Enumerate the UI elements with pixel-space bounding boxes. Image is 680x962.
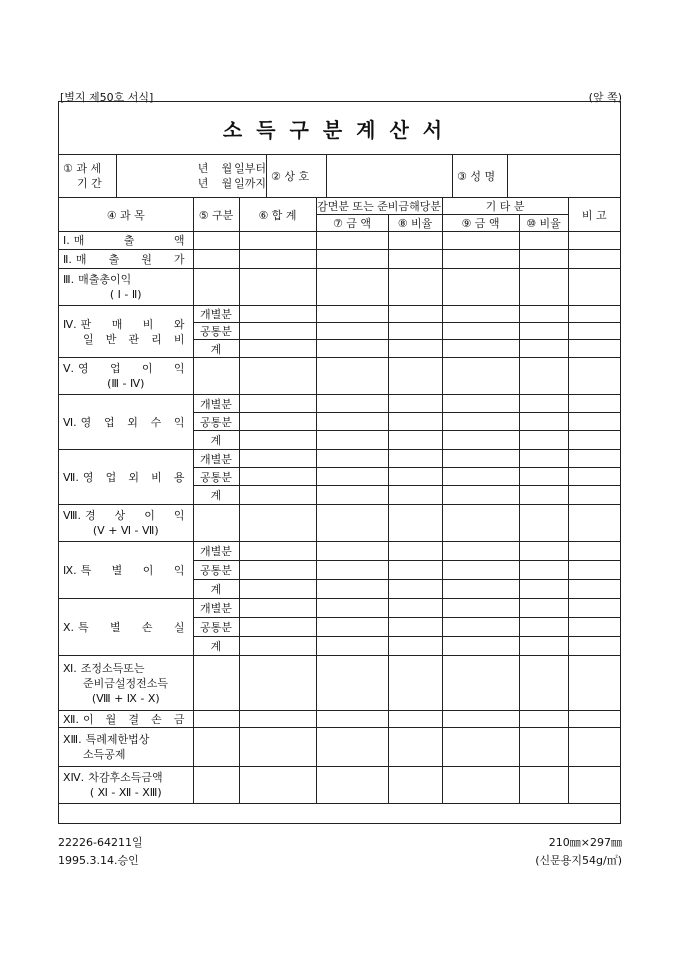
- cell-remark[interactable]: [568, 340, 620, 358]
- cell-remark[interactable]: [568, 767, 620, 804]
- table-row: [59, 395, 620, 413]
- cell-exempt-ratio[interactable]: [388, 656, 442, 711]
- cell-remark[interactable]: [568, 561, 620, 580]
- form-number-label: [별지 제50호 서식]: [60, 91, 154, 104]
- sub-category-sum: 계: [193, 486, 239, 505]
- approval-date: 1995.3.14.승인: [58, 854, 139, 867]
- cell-other-amount[interactable]: [442, 656, 519, 711]
- sub-category-individual: 개별분: [193, 450, 239, 468]
- cell-exempt-ratio[interactable]: [388, 711, 442, 728]
- cell-total[interactable]: [239, 486, 316, 505]
- representative-name-field[interactable]: [508, 155, 620, 197]
- sub-category-sum: 계: [193, 637, 239, 656]
- cell-total[interactable]: [239, 340, 316, 358]
- item-number: ⅩⅢ.: [63, 733, 82, 746]
- cell-exempt-amount[interactable]: [316, 395, 388, 413]
- cell-other-ratio[interactable]: [519, 711, 568, 728]
- cell-total[interactable]: [239, 599, 316, 618]
- cell-exempt-ratio[interactable]: [388, 306, 442, 323]
- table-row: [59, 450, 620, 468]
- cell-remark[interactable]: [568, 542, 620, 561]
- col-header-exempt-amount: ⑦ 금 액: [316, 215, 388, 232]
- day-from-label: 일부터: [234, 162, 266, 175]
- cell-total[interactable]: [239, 431, 316, 450]
- cell-exempt-ratio[interactable]: [388, 561, 442, 580]
- table-row: [59, 269, 620, 306]
- item-line: [63, 712, 193, 727]
- cell-other-ratio[interactable]: [519, 269, 568, 306]
- cell-other-ratio[interactable]: [519, 486, 568, 505]
- representative-name-label: ③ 성 명: [453, 155, 508, 197]
- cell-total[interactable]: [239, 656, 316, 711]
- item-label: [59, 767, 193, 804]
- cell-category[interactable]: [193, 505, 239, 542]
- cell-remark[interactable]: [568, 269, 620, 306]
- cell-other-ratio[interactable]: [519, 767, 568, 804]
- col-header-exempt-ratio: ⑧ 비율: [388, 215, 442, 232]
- item-text: 판 매 비 와: [80, 317, 185, 331]
- cell-other-amount[interactable]: [442, 618, 519, 637]
- sub-category-common: 공통분: [193, 618, 239, 637]
- cell-exempt-amount[interactable]: [316, 599, 388, 618]
- item-text: 매출총이익: [78, 273, 132, 286]
- sub-category-individual: 개별분: [193, 599, 239, 618]
- col-header-other-group: 기 타 분: [442, 198, 568, 215]
- item-text-2: 준비금설정전소득: [83, 676, 169, 690]
- cell-exempt-ratio[interactable]: [388, 431, 442, 450]
- year-from-label: 년: [197, 162, 209, 175]
- sub-category-common: 공통분: [193, 323, 239, 340]
- item-number: Ⅲ.: [63, 273, 75, 286]
- cell-exempt-ratio[interactable]: [388, 599, 442, 618]
- col-header-other-amount: ⑨ 금 액: [442, 215, 519, 232]
- cell-other-ratio[interactable]: [519, 618, 568, 637]
- cell-exempt-amount[interactable]: [316, 450, 388, 468]
- col-header-exempt-group: 감면분 또는 준비금해당분: [317, 200, 441, 213]
- table-row: [59, 542, 620, 561]
- cell-other-ratio[interactable]: [519, 250, 568, 269]
- item-formula: (Ⅷ + Ⅸ - Ⅹ): [91, 691, 160, 705]
- cell-remark[interactable]: [568, 306, 620, 323]
- cell-exempt-amount[interactable]: [316, 323, 388, 340]
- sub-category-individual: 개별분: [193, 542, 239, 561]
- item-number: Ⅻ.: [63, 712, 79, 726]
- footer-right: [535, 834, 622, 870]
- item-text: 영 업 외 비 용: [82, 470, 185, 484]
- cell-exempt-amount[interactable]: [316, 728, 388, 767]
- cell-remark[interactable]: [568, 711, 620, 728]
- cell-other-amount[interactable]: [442, 340, 519, 358]
- item-number: Ⅷ.: [63, 509, 81, 522]
- cell-exempt-amount[interactable]: [316, 561, 388, 580]
- item-formula: ( Ⅰ - Ⅱ): [109, 288, 142, 301]
- sub-category-common: 공통분: [193, 413, 239, 431]
- cell-other-ratio[interactable]: [519, 505, 568, 542]
- col-header-total: ⑥ 합 계: [239, 198, 316, 232]
- cell-total[interactable]: [239, 250, 316, 269]
- col-header-other-ratio: ⑩ 비율: [519, 215, 568, 232]
- cell-remark[interactable]: [568, 505, 620, 542]
- item-text: 매 출 액: [73, 234, 185, 247]
- sub-category-common: 공통분: [193, 561, 239, 580]
- cell-other-amount[interactable]: [442, 711, 519, 728]
- cell-total[interactable]: [239, 767, 316, 804]
- cell-other-ratio[interactable]: [519, 232, 568, 250]
- cell-exempt-amount[interactable]: [316, 232, 388, 250]
- item-label: [59, 395, 193, 450]
- cell-total[interactable]: [239, 561, 316, 580]
- company-name-label: ② 상 호: [267, 155, 327, 197]
- item-number: Ⅰ.: [63, 234, 70, 247]
- cell-other-amount[interactable]: [442, 767, 519, 804]
- cell-exempt-amount[interactable]: [316, 580, 388, 599]
- cell-exempt-amount[interactable]: [316, 618, 388, 637]
- cell-other-amount[interactable]: [442, 599, 519, 618]
- cell-total[interactable]: [239, 505, 316, 542]
- item-label: [59, 599, 193, 656]
- item-text: 특 별 손 실: [78, 620, 185, 634]
- tax-period-label-top: ① 과 세: [63, 162, 102, 175]
- item-formula: (Ⅴ + Ⅵ - Ⅶ): [92, 524, 159, 537]
- cell-category[interactable]: [193, 767, 239, 804]
- cell-total[interactable]: [239, 232, 316, 250]
- cell-category[interactable]: [193, 656, 239, 711]
- cell-exempt-ratio[interactable]: [388, 269, 442, 306]
- item-label: [59, 358, 193, 395]
- cell-other-ratio[interactable]: [519, 395, 568, 413]
- cell-remark[interactable]: [568, 232, 620, 250]
- item-formula: (Ⅲ - Ⅳ): [107, 377, 145, 390]
- page-side-label: (앞 쪽): [588, 91, 622, 104]
- cell-other-ratio[interactable]: [519, 656, 568, 711]
- table-row: [59, 711, 620, 728]
- paper-size: 210㎜×297㎜: [548, 836, 622, 849]
- cell-other-amount[interactable]: [442, 358, 519, 395]
- item-label: [59, 505, 193, 542]
- cell-other-ratio[interactable]: [519, 323, 568, 340]
- cell-category[interactable]: [193, 358, 239, 395]
- cell-exempt-ratio[interactable]: [388, 358, 442, 395]
- item-line: [63, 415, 193, 430]
- cell-exempt-amount[interactable]: [316, 413, 388, 431]
- cell-total[interactable]: [239, 637, 316, 656]
- cell-remark[interactable]: [568, 656, 620, 711]
- item-text: 영 업 외 수 익: [80, 415, 185, 429]
- cell-total[interactable]: [239, 468, 316, 486]
- cell-exempt-amount[interactable]: [316, 306, 388, 323]
- cell-exempt-ratio[interactable]: [388, 450, 442, 468]
- month-from-label: 월: [221, 162, 233, 175]
- footer-left: [58, 834, 143, 870]
- cell-other-amount[interactable]: [442, 269, 519, 306]
- form-title: 소득구분계산서: [59, 102, 620, 155]
- cell-remark[interactable]: [568, 413, 620, 431]
- item-text-2: 일 반 관 리 비: [83, 332, 185, 346]
- cell-exempt-amount[interactable]: [316, 358, 388, 395]
- cell-exempt-ratio[interactable]: [388, 468, 442, 486]
- cell-exempt-ratio[interactable]: [388, 340, 442, 358]
- cell-remark[interactable]: [568, 358, 620, 395]
- item-number: Ⅱ.: [63, 252, 72, 266]
- cell-total[interactable]: [239, 618, 316, 637]
- tax-period-label: [59, 155, 117, 197]
- cell-remark[interactable]: [568, 637, 620, 656]
- item-line: [63, 620, 193, 635]
- item-line: [63, 361, 193, 376]
- item-text: 차감후소득금액: [88, 771, 163, 784]
- cell-exempt-amount[interactable]: [316, 486, 388, 505]
- cell-other-amount[interactable]: [442, 413, 519, 431]
- item-text: 특례제한법상: [85, 733, 150, 746]
- cell-other-amount[interactable]: [442, 250, 519, 269]
- col-header-remark: 비 고: [568, 198, 620, 232]
- item-number: Ⅳ.: [63, 317, 77, 331]
- header-row-1: [59, 198, 620, 215]
- cell-other-amount[interactable]: [442, 561, 519, 580]
- cell-exempt-ratio[interactable]: [388, 395, 442, 413]
- cell-exempt-ratio[interactable]: [388, 250, 442, 269]
- month-to-label: 월: [221, 177, 233, 190]
- sub-category-common: 공통분: [193, 468, 239, 486]
- item-line: [63, 732, 193, 747]
- cell-exempt-amount[interactable]: [316, 767, 388, 804]
- cell-total[interactable]: [239, 395, 316, 413]
- cell-total[interactable]: [239, 542, 316, 561]
- cell-exempt-ratio[interactable]: [388, 232, 442, 250]
- cell-exempt-amount[interactable]: [316, 250, 388, 269]
- item-line: [63, 233, 193, 248]
- cell-remark[interactable]: [568, 580, 620, 599]
- item-label: [59, 728, 193, 767]
- item-text: 매 출 원 가: [75, 252, 185, 266]
- sub-category-sum: 계: [193, 580, 239, 599]
- cell-other-ratio[interactable]: [519, 637, 568, 656]
- item-text: 조정소득또는: [80, 661, 145, 675]
- cell-exempt-amount[interactable]: [316, 505, 388, 542]
- table-row: [59, 599, 620, 618]
- item-label: [59, 656, 193, 711]
- cell-exempt-amount[interactable]: [316, 340, 388, 358]
- cell-total[interactable]: [239, 728, 316, 767]
- form-frame: [58, 101, 621, 824]
- cell-other-amount[interactable]: [442, 580, 519, 599]
- item-number: ⅩⅣ.: [63, 771, 85, 784]
- period-row: [59, 155, 620, 198]
- col-header-category: ⑤ 구분: [193, 198, 239, 232]
- paper-spec: (신문용지54g/㎡): [535, 854, 622, 867]
- cell-other-amount[interactable]: [442, 323, 519, 340]
- cell-other-ratio[interactable]: [519, 561, 568, 580]
- table-row: [59, 358, 620, 395]
- cell-other-ratio[interactable]: [519, 413, 568, 431]
- item-number: Ⅶ.: [63, 470, 79, 484]
- cell-other-ratio[interactable]: [519, 728, 568, 767]
- table-row: [59, 728, 620, 767]
- item-text-2: 소득공제: [83, 748, 126, 761]
- tax-period-dates[interactable]: [117, 155, 267, 197]
- item-line: [63, 508, 193, 523]
- item-label: [59, 542, 193, 599]
- cell-other-amount[interactable]: [442, 395, 519, 413]
- table-row: [59, 505, 620, 542]
- table-row: [59, 250, 620, 269]
- cell-other-amount[interactable]: [442, 637, 519, 656]
- cell-category[interactable]: [193, 711, 239, 728]
- col-header-item: ④ 과 목: [59, 198, 193, 232]
- item-text: 이 월 결 손 금: [82, 712, 185, 726]
- item-number: Ⅹ.: [63, 620, 75, 634]
- cell-other-amount[interactable]: [442, 486, 519, 505]
- cell-other-ratio[interactable]: [519, 599, 568, 618]
- cell-exempt-amount[interactable]: [316, 542, 388, 561]
- item-label: [59, 232, 193, 250]
- cell-category[interactable]: [193, 269, 239, 306]
- company-name-field[interactable]: [327, 155, 453, 197]
- item-text: 특 별 이 익: [80, 563, 185, 577]
- cell-remark[interactable]: [568, 450, 620, 468]
- cell-total[interactable]: [239, 450, 316, 468]
- item-label: [59, 711, 193, 728]
- table-row: [59, 306, 620, 323]
- cell-exempt-ratio[interactable]: [388, 580, 442, 599]
- cell-exempt-ratio[interactable]: [388, 767, 442, 804]
- cell-other-ratio[interactable]: [519, 542, 568, 561]
- cell-exempt-ratio[interactable]: [388, 618, 442, 637]
- item-number: Ⅴ.: [63, 362, 75, 375]
- item-text: 영 업 이 익: [78, 362, 185, 375]
- table-row: [59, 767, 620, 804]
- cell-exempt-amount[interactable]: [316, 468, 388, 486]
- cell-other-ratio[interactable]: [519, 306, 568, 323]
- cell-total[interactable]: [239, 580, 316, 599]
- cell-exempt-amount[interactable]: [316, 656, 388, 711]
- cell-total[interactable]: [239, 306, 316, 323]
- item-number: Ⅵ.: [63, 415, 77, 429]
- sub-category-individual: 개별분: [193, 306, 239, 323]
- cell-exempt-ratio[interactable]: [388, 486, 442, 505]
- cell-exempt-amount[interactable]: [316, 637, 388, 656]
- cell-exempt-amount[interactable]: [316, 431, 388, 450]
- cell-other-amount[interactable]: [442, 542, 519, 561]
- form-code: 22226-64211일: [58, 836, 143, 849]
- cell-remark[interactable]: [568, 323, 620, 340]
- cell-remark[interactable]: [568, 618, 620, 637]
- cell-exempt-ratio[interactable]: [388, 413, 442, 431]
- item-label: [59, 269, 193, 306]
- table-row: [59, 656, 620, 711]
- cell-other-amount[interactable]: [442, 505, 519, 542]
- cell-total[interactable]: [239, 323, 316, 340]
- cell-remark[interactable]: [568, 395, 620, 413]
- cell-remark[interactable]: [568, 486, 620, 505]
- cell-other-amount[interactable]: [442, 450, 519, 468]
- cell-other-amount[interactable]: [442, 431, 519, 450]
- item-line: [63, 317, 193, 332]
- item-formula: ( Ⅺ - Ⅻ - ⅩⅢ): [89, 786, 162, 799]
- year-to-label: 년: [197, 177, 209, 190]
- cell-other-ratio[interactable]: [519, 450, 568, 468]
- item-label: [59, 250, 193, 269]
- item-number: Ⅺ.: [63, 661, 77, 675]
- cell-total[interactable]: [239, 413, 316, 431]
- tax-period-label-bottom: 기 간: [77, 177, 102, 190]
- cell-category[interactable]: [193, 728, 239, 767]
- cell-other-ratio[interactable]: [519, 358, 568, 395]
- cell-remark[interactable]: [568, 431, 620, 450]
- cell-other-ratio[interactable]: [519, 340, 568, 358]
- cell-other-ratio[interactable]: [519, 468, 568, 486]
- item-line: [63, 272, 193, 287]
- sub-category-sum: 계: [193, 340, 239, 358]
- cell-exempt-amount[interactable]: [316, 269, 388, 306]
- item-line: [63, 563, 193, 578]
- cell-other-ratio[interactable]: [519, 580, 568, 599]
- cell-remark[interactable]: [568, 468, 620, 486]
- cell-other-amount[interactable]: [442, 468, 519, 486]
- item-line: [63, 770, 193, 785]
- cell-exempt-ratio[interactable]: [388, 637, 442, 656]
- income-classification-table: [59, 198, 620, 804]
- table-row: [59, 232, 620, 250]
- cell-remark[interactable]: [568, 250, 620, 269]
- sub-category-sum: 계: [193, 431, 239, 450]
- item-number: Ⅸ.: [63, 563, 77, 577]
- cell-exempt-ratio[interactable]: [388, 323, 442, 340]
- cell-exempt-ratio[interactable]: [388, 728, 442, 767]
- item-line: [63, 252, 193, 267]
- cell-other-amount[interactable]: [442, 728, 519, 767]
- cell-remark[interactable]: [568, 728, 620, 767]
- item-label: [59, 450, 193, 505]
- cell-exempt-ratio[interactable]: [388, 542, 442, 561]
- cell-total[interactable]: [239, 269, 316, 306]
- cell-other-amount[interactable]: [442, 232, 519, 250]
- cell-category[interactable]: [193, 232, 239, 250]
- item-text: 경 상 이 익: [84, 509, 185, 522]
- cell-category[interactable]: [193, 250, 239, 269]
- cell-other-amount[interactable]: [442, 306, 519, 323]
- day-to-label: 일까지: [234, 177, 266, 190]
- cell-total[interactable]: [239, 711, 316, 728]
- item-line: [63, 470, 193, 485]
- item-line: [63, 661, 193, 676]
- cell-total[interactable]: [239, 358, 316, 395]
- cell-other-ratio[interactable]: [519, 431, 568, 450]
- cell-exempt-amount[interactable]: [316, 711, 388, 728]
- cell-remark[interactable]: [568, 599, 620, 618]
- item-label: [59, 306, 193, 358]
- sub-category-individual: 개별분: [193, 395, 239, 413]
- cell-exempt-ratio[interactable]: [388, 505, 442, 542]
